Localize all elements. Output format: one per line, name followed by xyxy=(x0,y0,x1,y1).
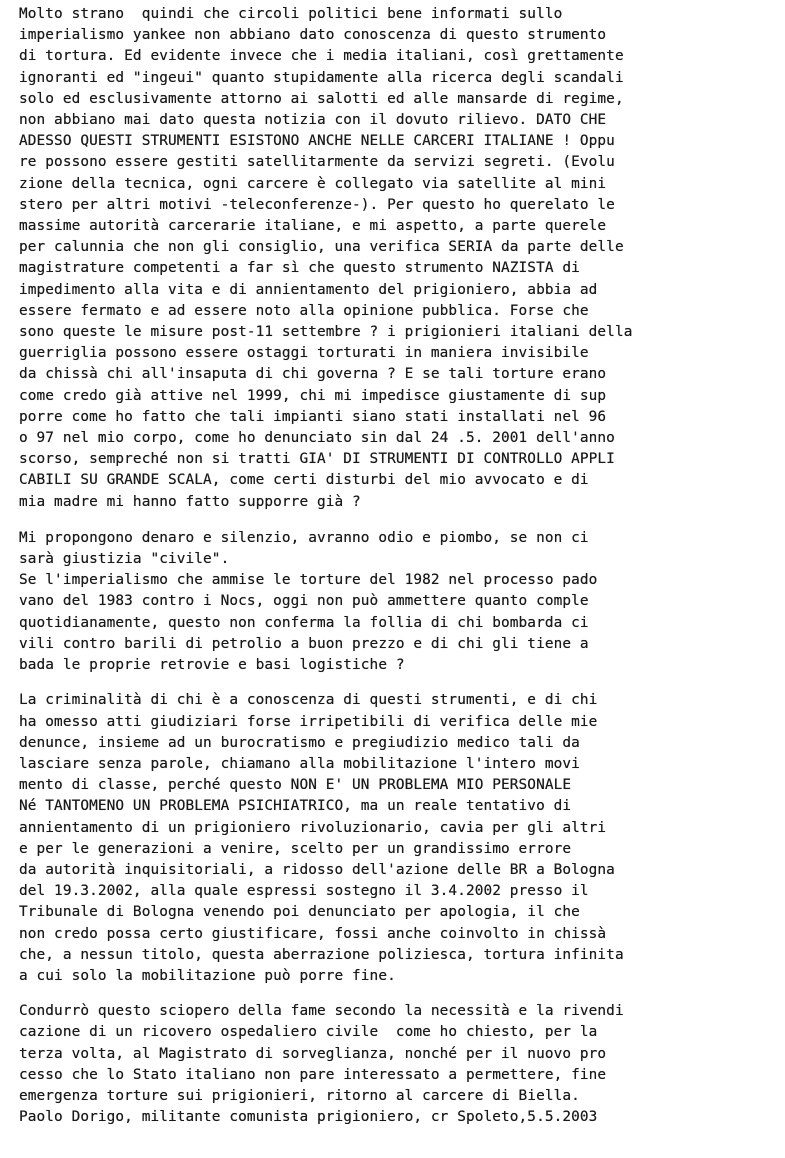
text-line: per calunnia che non gli consiglio, una verifica SERIA da parte delle xyxy=(19,239,624,256)
text-line: solo ed esclusivamente attorno ai salotti ed alle mansarde di regime, xyxy=(19,90,624,107)
text-line: lasciare senza parole, chiamano alla mobilitazione l'intero movi xyxy=(19,755,580,772)
text-line: essere fermato e ad essere noto alla opinione pubblica. Forse che xyxy=(19,302,589,319)
text-line: terza volta, al Magistrato di sorveglianza, nonché per il nuovo pro xyxy=(19,1045,607,1062)
text-line: mento di classe, perché questo NON E' UN PROBLEMA MIO PERSONALE xyxy=(19,777,572,794)
paragraph-spacer xyxy=(19,676,781,690)
text-line: Se l'imperialismo che ammise le torture del 1982 nel processo pado xyxy=(19,572,598,589)
text-line: Tribunale di Bologna venendo poi denunciato per apologia, il che xyxy=(19,904,580,921)
text-line: bada le proprie retrovie e basi logistiche ? xyxy=(19,657,405,674)
text-line: ignoranti ed "ingeui" quanto stupidamente alla ricerca degli scandali xyxy=(19,69,624,86)
text-line: ADESSO QUESTI STRUMENTI ESISTONO ANCHE NELLE CARCERI ITALIANE ! Oppu xyxy=(19,133,615,150)
text-line: di tortura. Ed evidente invece che i media italiani, così grettamente xyxy=(19,48,624,65)
text-line: non credo possa certo giustificare, fossi anche coinvolto in chissà xyxy=(19,925,607,942)
text-line: e per le generazioni a venire, scelto per un grandissimo errore xyxy=(19,840,572,857)
paragraph-torture-instrument xyxy=(19,4,781,513)
text-line: come credo già attive nel 1999, chi mi impedisce giustamente di sup xyxy=(19,387,607,404)
text-line: cazione di un ricovero ospedaliero civile come ho chiesto, per la xyxy=(19,1024,598,1041)
text-line: re possono essere gestiti satellitarmente da servizi segreti. (Evolu xyxy=(19,154,615,171)
paragraph-spacer xyxy=(19,987,781,1001)
text-line: Molto strano quindi che circoli politici bene informati sullo xyxy=(19,6,563,22)
text-line: magistrature competenti a far sì che questo strumento NAZISTA di xyxy=(19,260,580,277)
text-line: mia madre mi hanno fatto supporre già ? xyxy=(19,493,361,510)
text-line: cesso che lo Stato italiano non pare interessato a permettere, fine xyxy=(19,1066,607,1083)
text-line: Né TANTOMENO UN PROBLEMA PSICHIATRICO, ma un reale tentativo di xyxy=(19,798,572,815)
paragraph-money-and-silence xyxy=(19,528,781,676)
signature-line: Paolo Dorigo, militante comunista prigioniero, cr Spoleto,5.5.2003 xyxy=(19,1109,598,1126)
text-line: a cui solo la mobilitazione può porre fine. xyxy=(19,967,396,984)
text-line: non abbiano mai dato questa notizia con il dovuto rilievo. DATO CHE xyxy=(19,112,607,129)
text-line: denunce, insieme ad un burocratismo e pregiudizio medico tali da xyxy=(19,734,580,751)
text-line: sono queste le misure post-11 settembre ? i prigionieri italiani della xyxy=(19,324,633,341)
text-line: zione della tecnica, ogni carcere è collegato via satellite al mini xyxy=(19,175,607,192)
text-line: del 19.3.2002, alla quale espressi sostegno il 3.4.2002 presso il xyxy=(19,883,589,900)
text-line: impedimento alla vita e di annientamento del prigioniero, abbia ad xyxy=(19,281,598,298)
text-line: imperialismo yankee non abbiano dato conoscenza di questo strumento xyxy=(19,27,607,44)
text-line: ha omesso atti giudiziari forse irripetibili di verifica delle mie xyxy=(19,713,598,730)
text-line: vili contro barili di petrolio a buon prezzo e di chi gli tiene a xyxy=(19,635,589,652)
text-line: vano del 1983 contro i Nocs, oggi non può ammettere quanto comple xyxy=(19,593,589,610)
text-line: sarà giustizia "civile". xyxy=(19,551,230,568)
text-line: da autorità inquisitoriali, a ridosso dell'azione delle BR a Bologna xyxy=(19,861,615,878)
text-line: o 97 nel mio corpo, come ho denunciato sin dal 24 .5. 2001 dell'anno xyxy=(19,430,615,447)
text-line: emergenza torture sui prigionieri, ritorno al carcere di Biella. xyxy=(19,1087,580,1104)
text-line: Condurrò questo sciopero della fame secondo la necessità e la rivendi xyxy=(19,1003,624,1020)
text-line: La criminalità di chi è a conoscenza di questi strumenti, e di chi xyxy=(19,692,598,709)
paragraph-spacer xyxy=(19,513,781,528)
paragraph-criminality xyxy=(19,690,781,987)
text-line: scorso, sempreché non si tratti GIA' DI STRUMENTI DI CONTROLLO APPLI xyxy=(19,451,615,468)
paragraph-hunger-strike xyxy=(19,1001,781,1128)
text-line: da chissà chi all'insaputa di chi governa ? E se tali torture erano xyxy=(19,366,607,383)
text-line: annientamento di un prigioniero rivoluzionario, cavia per gli altri xyxy=(19,819,607,836)
text-line: quotidianamente, questo non conferma la follia di chi bombarda ci xyxy=(19,614,589,631)
text-line: CABILI SU GRANDE SCALA, come certi disturbi del mio avvocato e di xyxy=(19,472,589,489)
text-line: porre come ho fatto che tali impianti siano stati installati nel 96 xyxy=(19,408,607,425)
text-line: stero per altri motivi -teleconferenze-). Per questo ho querelato le xyxy=(19,196,615,213)
text-line: massime autorità carcerarie italiane, e mi aspetto, a parte querele xyxy=(19,218,607,235)
text-line: Mi propongono denaro e silenzio, avranno odio e piombo, se non ci xyxy=(19,529,589,546)
text-line: che, a nessun titolo, questa aberrazione poliziesca, tortura infinita xyxy=(19,946,624,963)
text-line: guerriglia possono essere ostaggi torturati in maniera invisibile xyxy=(19,345,589,362)
